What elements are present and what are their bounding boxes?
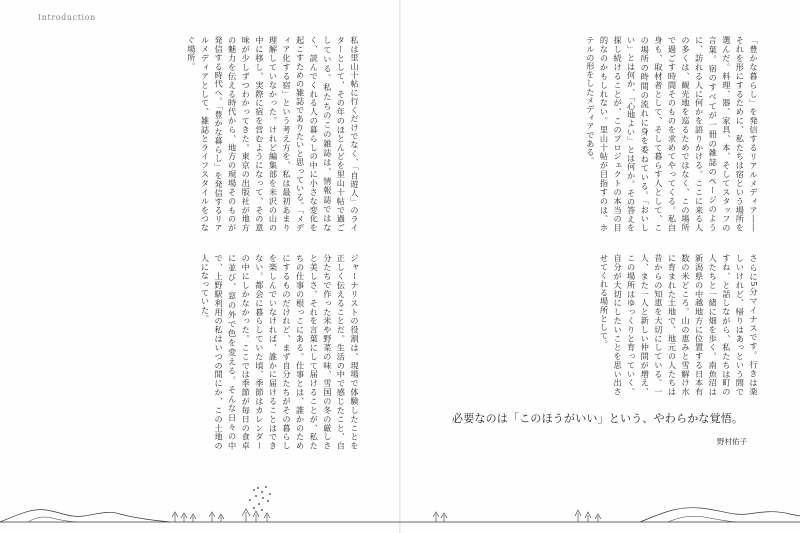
trees-left [172,512,224,522]
bird-flock-icon [249,486,271,511]
footer-landscape-illustration [0,470,800,533]
body-text-right-lower: さらに5分マイナスです。行きは楽しいけれど、帰りはあっという間ですね、と話しながら、私たちは町の人たちと一緒に畑を歩く。南魚沼は新潟県の中越地方に位置する日本有数の米どころ。山の恵みと雪解け水に育まれた土地で、地元の人たちは昔からの知恵を大切にしている。一人、また一人と新しい仲間が増え、この場所はゆっくりと育っていく。自分が大切にしたいことを思い出させてくれる場所として。 [599,254,759,396]
section-label: Introduction [38,13,96,22]
pull-quote-headline: 必要なのは「このほうがいい」という、やわらかな覚悟。 [452,412,744,425]
mountain-range-left [0,510,170,522]
mountain-range-right [640,508,800,522]
trees-center-left [242,509,270,522]
page-gutter [399,0,401,533]
author-name: 野村佑子 [717,437,747,446]
body-text-right-upper: 「豊かな暮らし」を発信するリアルメディア――それを形にするために、私たちは宿という場所を選んだ。料理、器、家具、本、そしてスタッフの言葉。宿のすべてが一冊の雑誌のページのように、訪れる人に何かを語りかける。ここに来る人の多くは、観光地を巡るためではなく、この場所で過ごす時間そのものを求めてやってくる。私自身も、取材者として、そして暮らす人として、この場所の時間の流れに身を委ねている。「おいしい」とは何か、「心地よい」とは何か。その答えを探し続けることが、このプロジェクトの本当の目的なのかもしれない。里山十帖が目指すのは、ホテルの形をしたメディアである。 [585,36,759,232]
trees-right [433,510,601,522]
body-text-left-lower: ジャーナリストの役割は、現場で体験したことを正しく伝えることだ。生活の中で感じたこと、自分たちで作った米や野菜の味、雪国の冬の厳しさと美しさ。それを言葉にして届けることが、私たちの仕事の根っこにある。仕事とは、誰かのためにするものだけれど、まず自分たちがその暮らしを楽しんでいなければ、誰かに届けることはできない。都会に暮らしていた頃、季節はカレンダーの中にしかなかった。ここでは季節が毎日の食卓に並び、窓の外で色を変える。そんな日々の中で、上野駅利用の私はいつの間にか、この土地の人になっていた。 [200,254,360,450]
body-text-left-upper: 私は里山十帖に行くだけでなく、「自遊人」のライターとして、その年のほとんどを里山十帖で過ごしている。私たちのこの雑誌は、情報誌ではなく、読んでくれる人の暮らしの中に小さな変化を起こすための雑誌でありたいと思っている。「メディア化する宿」という考え方を、私は最初あまり理解していなかった。けれど編集部を米沢の山の中に移し、実際に宿を営むようになって、その意味が少しずつわかってきた。東京の出版社が地方の魅力を伝える時代から、地方の現場そのものが発信する時代へ。「豊かな暮らし」を発信するリアルメディアとして、雑誌とライフスタイルをつなぐ場所。 [186,36,360,232]
